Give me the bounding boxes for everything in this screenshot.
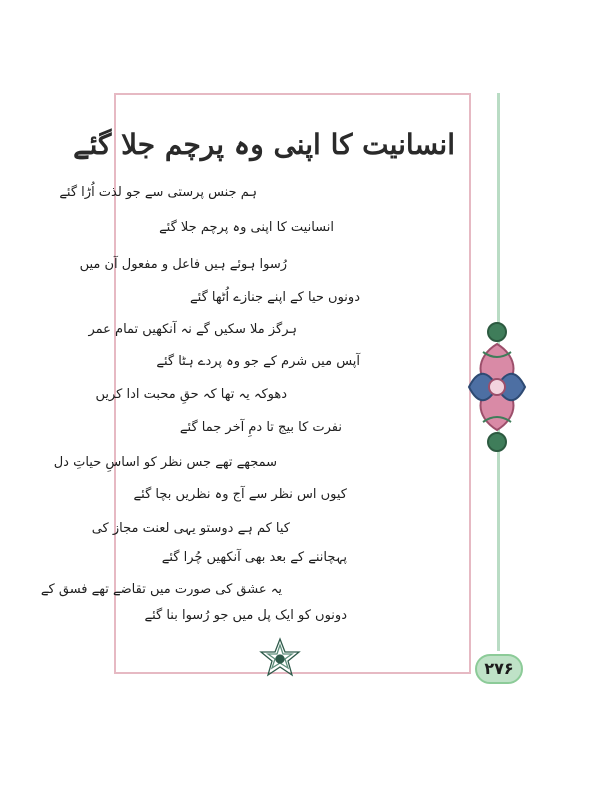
floral-arabesque-ornament-icon (465, 312, 529, 462)
verse-line: نفرت کا بیج تا دمِ آخر جما گئے (179, 420, 342, 435)
verse-line: رُسوا ہوئے ہیں فاعل و مفعول آن میں (79, 257, 287, 272)
verse-line: یہ عشق کی صورت میں تقاضے تھے فسق کے (40, 582, 282, 597)
poem-title: انسانیت کا اپنی وہ پرچم جلا گئے (73, 128, 455, 161)
verse-line: آپس میں شرم کے جو وہ پردے ہٹا گئے (156, 354, 360, 369)
verse-line: کیوں اس نظر سے آج وہ نظریں بچا گئے (133, 487, 347, 502)
verse-line: دونوں حیا کے اپنے جنازے اُٹھا گئے (190, 290, 360, 305)
verse-line: ہم جنس پرستی سے جو لذت اُڑا گئے (59, 185, 257, 200)
verse-line: کیا کم ہے دوستو یہی لعنت مجاز کی (91, 521, 290, 536)
verse-line: دھوکہ یہ تھا کہ حقِ محبت ادا کریں (95, 387, 287, 402)
verse-line: پہچاننے کے بعد بھی آنکھیں چُرا گئے (161, 550, 347, 565)
page-number-badge: ۲۷۶ (475, 654, 523, 684)
verse-line: دونوں کو ایک پل میں جو رُسوا بنا گئے (144, 608, 347, 623)
verse-line: سمجھے تھے جس نظر کو اساسِ حیاتِ دل (53, 455, 277, 470)
verse-line: انسانیت کا اپنی وہ پرچم جلا گئے (159, 220, 334, 235)
star-rosette-ornament-icon (258, 637, 302, 681)
verse-line: ہرگز ملا سکیں گے نہ آنکھیں تمام عمر (88, 322, 297, 337)
